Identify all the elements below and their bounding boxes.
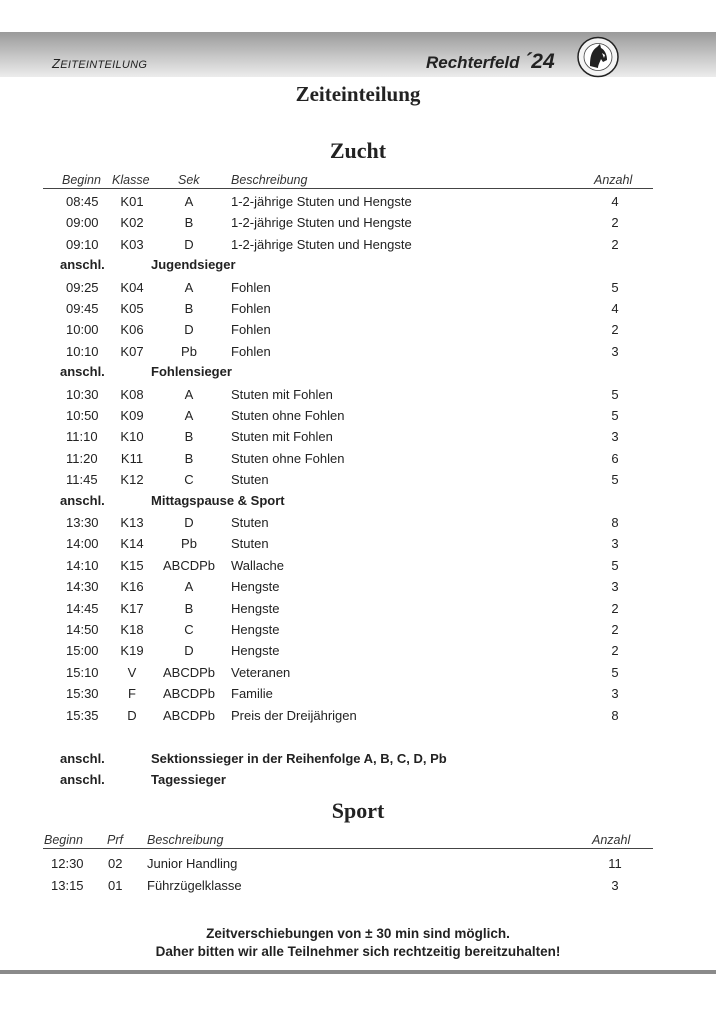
col-beginn: Beginn — [44, 833, 83, 847]
cell-beginn: 10:50 — [66, 408, 99, 423]
cell-anzahl: 5 — [611, 408, 619, 423]
cell-beschreibung: Stuten ohne Fohlen — [231, 450, 345, 466]
break-text: Jugendsieger — [151, 257, 236, 273]
cell-beginn: 09:10 — [66, 236, 99, 252]
cell-klasse: K01 — [120, 194, 144, 209]
cell-sek: ABCDPb — [162, 664, 216, 680]
final-row — [0, 772, 716, 793]
col-sek: Sek — [178, 173, 200, 187]
zucht-heading: Zucht — [329, 138, 387, 163]
cell-klasse: K02 — [120, 215, 144, 231]
table-row — [0, 558, 716, 579]
table-row — [0, 856, 716, 877]
table-row — [0, 601, 716, 622]
cell-beginn: 14:10 — [66, 557, 99, 573]
cell-sek: A — [184, 194, 194, 209]
cell-klasse: K17 — [120, 600, 144, 616]
col-beginn: Beginn — [62, 173, 101, 187]
cell-anzahl: 2 — [611, 643, 619, 659]
cell-anzahl: 3 — [611, 536, 619, 552]
cell-klasse: K09 — [120, 408, 144, 423]
cell-sek: D — [184, 236, 194, 252]
cell-klasse: K12 — [120, 472, 144, 488]
col-anzahl: Anzahl — [592, 833, 631, 847]
cell-anzahl: 5 — [611, 557, 619, 573]
cell-beginn: 09:00 — [66, 215, 99, 231]
cell-sek: C — [184, 472, 194, 488]
table-row — [0, 408, 716, 429]
event-name: Rechterfeld — [426, 53, 520, 72]
cell-beginn: 09:45 — [66, 301, 99, 316]
cell-beschreibung: Hengste — [231, 600, 280, 616]
cell-beschreibung: Wallache — [231, 557, 284, 573]
cell-anzahl: 6 — [611, 450, 619, 466]
cell-beschreibung: Fohlen — [231, 343, 271, 359]
cell-klasse: K18 — [120, 622, 144, 637]
cell-beschreibung: Führzügelklasse — [147, 878, 242, 893]
final-label: anschl. — [60, 751, 105, 766]
cell-sek: ABCDPb — [162, 686, 216, 702]
cell-beschreibung: Hengste — [231, 643, 280, 659]
cell-sek: B — [184, 600, 194, 616]
cell-beginn: 14:45 — [66, 600, 99, 616]
cell-beschreibung: Stuten mit Fohlen — [231, 386, 333, 402]
cell-anzahl: 5 — [611, 472, 619, 488]
break-label: anschl. — [60, 257, 105, 273]
final-row — [0, 751, 716, 772]
cell-sek: D — [184, 322, 194, 338]
cell-anzahl: 2 — [611, 622, 619, 637]
cell-klasse: V — [127, 664, 137, 680]
cell-klasse: K11 — [120, 450, 144, 466]
cell-sek: B — [184, 301, 194, 316]
cell-anzahl: 3 — [611, 429, 619, 445]
header-section-label — [52, 56, 147, 71]
table-row — [0, 708, 716, 729]
final-text: Tagessieger — [151, 772, 226, 787]
cell-klasse: K10 — [120, 429, 144, 445]
final-text: Sektionssieger in der Reihenfolge A, B, C, D, Pb — [151, 751, 447, 766]
break-text: Fohlensieger — [151, 364, 232, 380]
cell-sek: ABCDPb — [162, 557, 216, 573]
footer-bar — [0, 970, 716, 974]
cell-beschreibung: Stuten ohne Fohlen — [231, 408, 345, 423]
cell-anzahl: 3 — [611, 878, 619, 893]
cell-sek: C — [184, 622, 194, 637]
table-row — [0, 322, 716, 343]
note-line-2: Daher bitten wir alle Teilnehmer sich rechtzeitig bereitzuhalten! — [155, 944, 561, 959]
cell-anzahl: 3 — [611, 579, 619, 595]
cell-beschreibung: 1-2-jährige Stuten und Hengste — [231, 215, 412, 231]
cell-beginn: 15:00 — [66, 643, 99, 659]
cell-klasse: K16 — [120, 579, 144, 595]
cell-klasse: K13 — [120, 515, 144, 530]
cell-klasse: K06 — [120, 322, 144, 338]
cell-sek: Pb — [181, 536, 197, 552]
cell-sek: B — [184, 215, 194, 231]
cell-prf: 01 — [108, 878, 123, 893]
cell-beschreibung: Hengste — [231, 579, 280, 595]
cell-beschreibung: Preis der Dreijährigen — [231, 707, 357, 723]
cell-beschreibung: Fohlen — [231, 279, 271, 295]
table-row — [0, 215, 716, 236]
break-row — [0, 257, 716, 278]
cell-sek: Pb — [181, 343, 197, 359]
cell-beginn: 10:00 — [66, 322, 99, 338]
break-row — [0, 364, 716, 385]
cell-beginn: 13:30 — [66, 515, 99, 530]
cell-beginn: 11:45 — [66, 472, 98, 488]
table-row — [0, 387, 716, 408]
cell-beginn: 14:50 — [66, 622, 99, 637]
cell-beschreibung: 1-2-jährige Stuten und Hengste — [231, 194, 412, 209]
cell-klasse: K07 — [120, 343, 144, 359]
cell-anzahl: 3 — [611, 686, 619, 702]
cell-beschreibung: Fohlen — [231, 322, 271, 338]
cell-beginn: 11:10 — [66, 429, 98, 445]
header-section-rest: EITEINTEILUNG — [60, 59, 148, 71]
page-title: Zeiteinteilung — [295, 82, 421, 106]
cell-beginn: 10:30 — [66, 386, 99, 402]
cell-beginn: 11:20 — [66, 450, 98, 466]
header-event-title — [426, 50, 555, 74]
zucht-table-header — [43, 172, 653, 189]
cell-beginn: 15:35 — [66, 707, 99, 723]
event-year: ´24 — [524, 50, 555, 73]
table-row — [0, 472, 716, 493]
cell-klasse: F — [128, 686, 136, 702]
table-row — [0, 280, 716, 301]
cell-beginn: 14:30 — [66, 579, 99, 595]
cell-beginn: 14:00 — [66, 536, 99, 552]
cell-beschreibung: Junior Handling — [147, 856, 238, 871]
cell-klasse: K19 — [120, 643, 144, 659]
cell-beschreibung: Stuten — [231, 515, 269, 530]
cell-anzahl: 3 — [611, 343, 619, 359]
cell-beginn: 09:25 — [66, 279, 99, 295]
table-row — [0, 301, 716, 322]
cell-klasse: K15 — [120, 557, 144, 573]
cell-klasse: K04 — [120, 279, 144, 295]
table-row — [0, 237, 716, 258]
cell-beschreibung: Familie — [231, 686, 273, 702]
table-row — [0, 579, 716, 600]
cell-klasse: K03 — [120, 236, 144, 252]
col-klasse: Klasse — [112, 173, 150, 187]
cell-sek: D — [184, 515, 194, 530]
cell-anzahl: 11 — [608, 856, 622, 871]
cell-anzahl: 4 — [611, 301, 619, 316]
cell-anzahl: 5 — [611, 386, 619, 402]
cell-klasse: K05 — [120, 301, 144, 316]
cell-anzahl: 8 — [611, 515, 619, 530]
table-row — [0, 344, 716, 365]
col-beschreibung: Beschreibung — [231, 173, 308, 187]
cell-beginn: 15:30 — [66, 686, 99, 702]
note-line-1: Zeitverschiebungen von ± 30 min sind möglich. — [206, 926, 510, 941]
cell-sek: A — [184, 279, 194, 295]
table-row — [0, 665, 716, 686]
col-prf: Prf — [107, 833, 123, 847]
cell-sek: A — [184, 579, 194, 595]
cell-sek: ABCDPb — [162, 707, 216, 723]
cell-beschreibung: Fohlen — [231, 301, 271, 316]
cell-beginn: 08:45 — [66, 194, 99, 209]
cell-beschreibung: Hengste — [231, 622, 280, 637]
col-anzahl: Anzahl — [594, 173, 633, 187]
cell-prf: 02 — [108, 856, 123, 871]
cell-klasse: D — [127, 707, 137, 723]
cell-anzahl: 2 — [611, 215, 619, 231]
cell-klasse: K08 — [120, 386, 144, 402]
cell-beginn: 15:10 — [66, 664, 99, 680]
cell-beschreibung: Stuten — [231, 536, 269, 552]
cell-anzahl: 2 — [611, 322, 619, 338]
cell-anzahl: 5 — [611, 279, 619, 295]
cell-klasse: K14 — [120, 536, 144, 552]
break-label: anschl. — [60, 492, 105, 508]
cell-sek: B — [184, 429, 194, 445]
table-row — [0, 686, 716, 707]
table-row — [0, 536, 716, 557]
table-row — [0, 878, 716, 899]
header-section-initial: Z — [52, 56, 61, 71]
final-label: anschl. — [60, 772, 105, 787]
break-row — [0, 493, 716, 514]
cell-beschreibung: 1-2-jährige Stuten und Hengste — [231, 236, 412, 252]
sport-table-header — [43, 832, 653, 849]
table-row — [0, 643, 716, 664]
cell-beginn: 13:15 — [51, 878, 84, 893]
col-beschreibung: Beschreibung — [147, 833, 224, 847]
horse-head-club-seal-icon — [576, 36, 620, 78]
cell-beginn: 12:30 — [51, 856, 84, 871]
cell-beginn: 10:10 — [66, 343, 99, 359]
break-text: Mittagspause & Sport — [151, 492, 285, 508]
table-row — [0, 515, 716, 536]
cell-beschreibung: Stuten mit Fohlen — [231, 429, 333, 445]
cell-anzahl: 2 — [611, 600, 619, 616]
cell-anzahl: 4 — [611, 194, 619, 209]
cell-sek: D — [184, 643, 194, 659]
table-row — [0, 622, 716, 643]
cell-sek: B — [184, 450, 194, 466]
cell-beschreibung: Stuten — [231, 472, 269, 488]
table-row — [0, 194, 716, 215]
sport-heading: Sport — [331, 798, 385, 823]
cell-sek: A — [184, 408, 194, 423]
cell-anzahl: 5 — [611, 664, 619, 680]
table-row — [0, 451, 716, 472]
table-row — [0, 429, 716, 450]
break-label: anschl. — [60, 364, 105, 380]
cell-beschreibung: Veteranen — [231, 664, 291, 680]
cell-anzahl: 2 — [611, 236, 619, 252]
cell-sek: A — [184, 386, 194, 402]
cell-anzahl: 8 — [611, 707, 619, 723]
